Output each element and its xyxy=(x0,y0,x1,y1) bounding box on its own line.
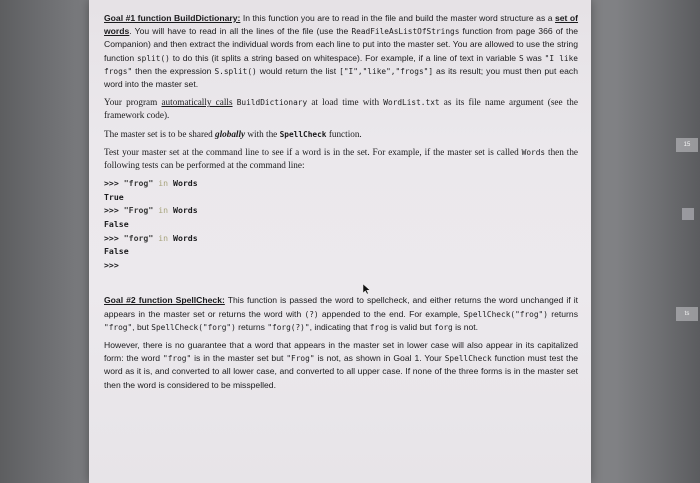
text-run: The master set is to be shared xyxy=(104,128,215,139)
text-run: was xyxy=(523,52,545,63)
document-content xyxy=(104,12,578,397)
inline-code: WordList.txt xyxy=(383,98,440,108)
text-run: to do this (it splits a string based on whitespace). For example, if a line of text in variable xyxy=(169,52,519,63)
document-page xyxy=(89,0,591,483)
text-run: is not. xyxy=(452,321,479,332)
repl-result: False xyxy=(104,219,129,230)
goal1-autoload-paragraph xyxy=(104,96,578,122)
inline-code: SpellCheck("forg") xyxy=(151,322,236,332)
text-run: returns xyxy=(235,321,268,332)
inline-code: forg xyxy=(433,322,453,332)
inline-code: SpellCheck xyxy=(444,354,492,364)
text-run: as its file name argument (see the framework code). xyxy=(104,97,578,121)
repl-line: >>> "frog" in Words xyxy=(104,178,198,189)
inline-code: "frog" xyxy=(104,322,133,332)
repl-result: True xyxy=(104,191,124,202)
inline-code: BuildDictionary xyxy=(236,98,308,108)
inline-code: "I like frogs" xyxy=(104,53,578,76)
text-run: then the expression xyxy=(132,65,215,76)
repl-result: False xyxy=(104,246,129,257)
text-run: as its result; you must then put each word into the master set. xyxy=(104,65,578,90)
text-run: function. xyxy=(326,128,362,139)
text-run: . You will have to read in all the lines of the file (use the xyxy=(129,26,352,37)
goal1-test-paragraph xyxy=(104,146,578,172)
side-tab-marker xyxy=(682,208,694,220)
text-run: is in the master set but xyxy=(191,353,287,364)
text-run: automatically calls xyxy=(161,97,233,108)
text-run: appended to the end. For example, xyxy=(318,308,464,319)
goal2-paragraph xyxy=(104,294,578,334)
text-run: is not, as shown in Goal 1. Your xyxy=(314,353,445,364)
text-run: would return the list xyxy=(256,65,340,76)
inline-code: Words xyxy=(521,147,546,157)
inline-code: ["I","like","frogs"] xyxy=(339,66,434,76)
text-run: globally xyxy=(214,128,246,139)
text-run: then the following tests can be performed at the command line: xyxy=(104,146,578,171)
inline-code: "forg(?)" xyxy=(267,322,310,332)
inline-code: S.split() xyxy=(214,66,257,76)
text-run: However, there is no guarantee that a word that appears in the master set in lower case will also appear in its capitalized form: the word xyxy=(104,340,578,364)
goal1-paragraph xyxy=(104,12,578,91)
text-run: function must test the word as it is, and converted to all lower case, and converted to all upper case. If none of the three forms is in the master set then the word is considered to be misspelled. xyxy=(104,353,579,390)
text-run: at load time with xyxy=(307,97,384,108)
inline-code: ReadFileAsListOfStrings xyxy=(351,27,460,37)
text-run: In this function you are to read in the file and build the master word structure as a xyxy=(240,13,555,23)
text-run: is valid but xyxy=(388,321,434,332)
mouse-cursor-icon xyxy=(363,284,371,294)
text-run: , but xyxy=(132,321,152,332)
text-run: , indicating that xyxy=(309,321,370,332)
repl-line: >>> "forg" in Words xyxy=(104,232,198,243)
desk-background-left xyxy=(0,0,89,483)
inline-code: SpellCheck("frog") xyxy=(463,309,548,319)
text-run: returns xyxy=(547,308,578,319)
goal2-case-paragraph xyxy=(104,339,578,392)
text-run: Test your master set at the command line to see if a word is in the set. For example, if the master set is called xyxy=(104,146,522,157)
inline-code: split() xyxy=(136,53,170,63)
text-run: function from page 366 of the Companion) and then extract the individual words from each line to put into the master set. You are allowed to use the string function xyxy=(104,26,578,63)
repl-line: >>> xyxy=(104,259,119,270)
text-run: set of words xyxy=(104,13,579,37)
repl-example xyxy=(104,177,578,272)
text-run: with the xyxy=(245,128,280,139)
inline-code: frog xyxy=(369,322,389,332)
desk-background-right xyxy=(591,0,700,483)
side-tab-label: 15 xyxy=(676,138,698,152)
goal1-heading: Goal #1 function BuildDictionary: xyxy=(104,13,241,23)
inline-code: S xyxy=(518,53,524,63)
text-run: This function is passed the word to spellcheck, and either returns the word unchanged if it appears in the master set or returns the word with xyxy=(104,295,578,319)
goal2-heading: Goal #2 function SpellCheck: xyxy=(104,295,225,306)
goal1-shared-paragraph xyxy=(104,128,578,141)
inline-code: "frog" xyxy=(163,354,192,364)
inline-code: "Frog" xyxy=(286,354,315,364)
repl-line: >>> "Frog" in Words xyxy=(104,205,198,216)
inline-code: (?) xyxy=(304,309,319,319)
inline-code: SpellCheck xyxy=(279,129,327,139)
text-run: Your program xyxy=(104,97,162,108)
side-tab-label: ts xyxy=(676,307,698,321)
